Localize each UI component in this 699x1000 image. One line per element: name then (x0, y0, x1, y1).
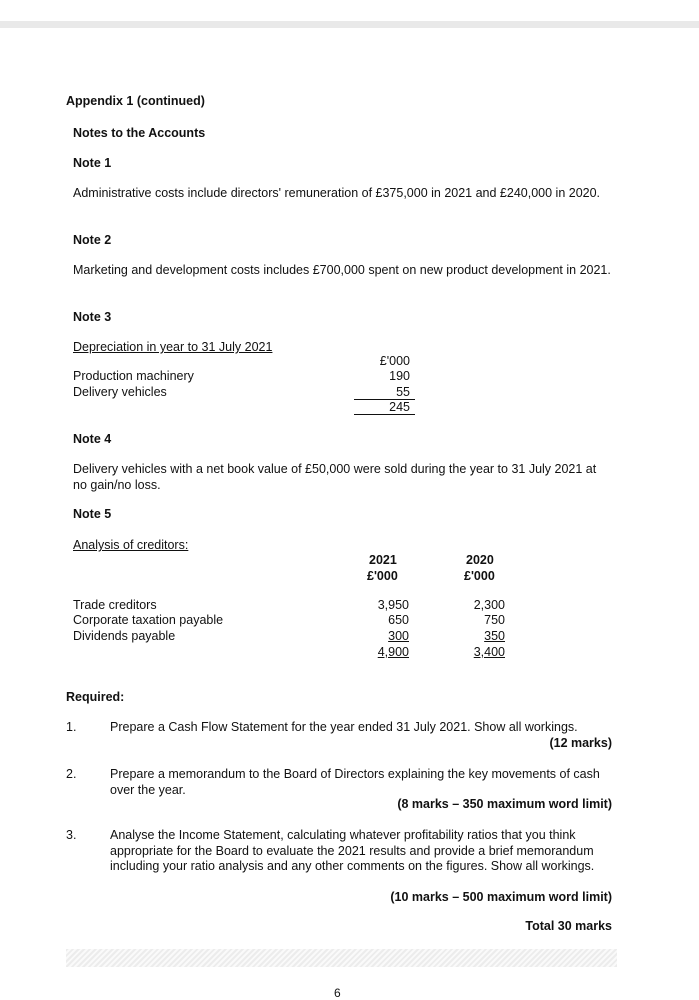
required-heading: Required: (66, 690, 125, 704)
required-item-text: Prepare a Cash Flow Statement for the year ended 31 July 2021. Show all workings. (110, 720, 578, 734)
creditor-value-2020: 750 (484, 613, 505, 627)
creditor-value-2020: 350 (484, 629, 505, 643)
column-year-2020: 2020 (466, 553, 494, 567)
required-item-text: Prepare a memorandum to the Board of Directors explaining the key movements of cash over the year. (110, 767, 600, 797)
note3-heading: Note 3 (73, 310, 112, 324)
required-item-marks: (8 marks – 350 maximum word limit) (397, 797, 612, 811)
note3-row-value: 55 (396, 385, 410, 399)
required-item-text: Analyse the Income Statement, calculating whatever profitability ratios that you think appropriate for the Board to evaluate the 2021 results and provide a brief memorandum including your ratio analysis and any other comments on the figures. Show all workings. (110, 828, 595, 873)
creditor-total-2021: 4,900 (377, 645, 409, 659)
note3-row-label: Delivery vehicles (73, 385, 167, 399)
note3-row-value: 190 (389, 369, 410, 383)
note1-heading: Note 1 (73, 156, 112, 170)
creditor-row-label: Corporate taxation payable (73, 613, 224, 627)
column-unit-2021: £'000 (367, 569, 398, 583)
required-item-number: 3. (66, 828, 77, 842)
required-item-number: 1. (66, 720, 77, 734)
creditor-total-2020: 3,400 (473, 645, 505, 659)
note3-total-rule (354, 414, 415, 415)
note4-heading: Note 4 (73, 432, 112, 446)
creditor-value-2021: 3,950 (377, 598, 409, 612)
creditor-value-2020: 2,300 (473, 598, 505, 612)
creditor-value-2021: 650 (388, 613, 409, 627)
note1-text: Administrative costs include directors' remuneration of £375,000 in 2021 and £240,000 in 2020. (73, 186, 601, 200)
note2-text: Marketing and development costs includes £700,000 spent on new product development in 2021. (73, 263, 611, 277)
creditor-value-2021: 300 (388, 629, 409, 643)
total-marks: Total 30 marks (525, 919, 612, 933)
top-separator-bar (0, 21, 699, 28)
column-unit-2020: £'000 (464, 569, 495, 583)
column-year-2021: 2021 (369, 553, 397, 567)
appendix-title: Appendix 1 (continued) (66, 94, 205, 108)
note3-subheading: Depreciation in year to 31 July 2021 (73, 340, 273, 354)
note2-heading: Note 2 (73, 233, 112, 247)
required-item-marks: (10 marks – 500 maximum word limit) (390, 890, 612, 904)
footer-hatched-band (66, 949, 617, 967)
note5-heading: Note 5 (73, 507, 112, 521)
page-number: 6 (334, 986, 341, 1000)
required-item-marks: (12 marks) (549, 736, 612, 750)
note3-total: 245 (389, 400, 410, 414)
note3-row-label: Production machinery (73, 369, 194, 383)
notes-title: Notes to the Accounts (73, 126, 206, 140)
required-item-number: 2. (66, 767, 77, 781)
note4-text: Delivery vehicles with a net book value of £50,000 were sold during the year to 31 July 2021 at no gain/no loss. (73, 462, 597, 492)
note5-subheading: Analysis of creditors: (73, 538, 189, 552)
note3-unit: £'000 (379, 354, 410, 368)
creditor-row-label: Trade creditors (73, 598, 157, 612)
creditor-row-label: Dividends payable (73, 629, 176, 643)
